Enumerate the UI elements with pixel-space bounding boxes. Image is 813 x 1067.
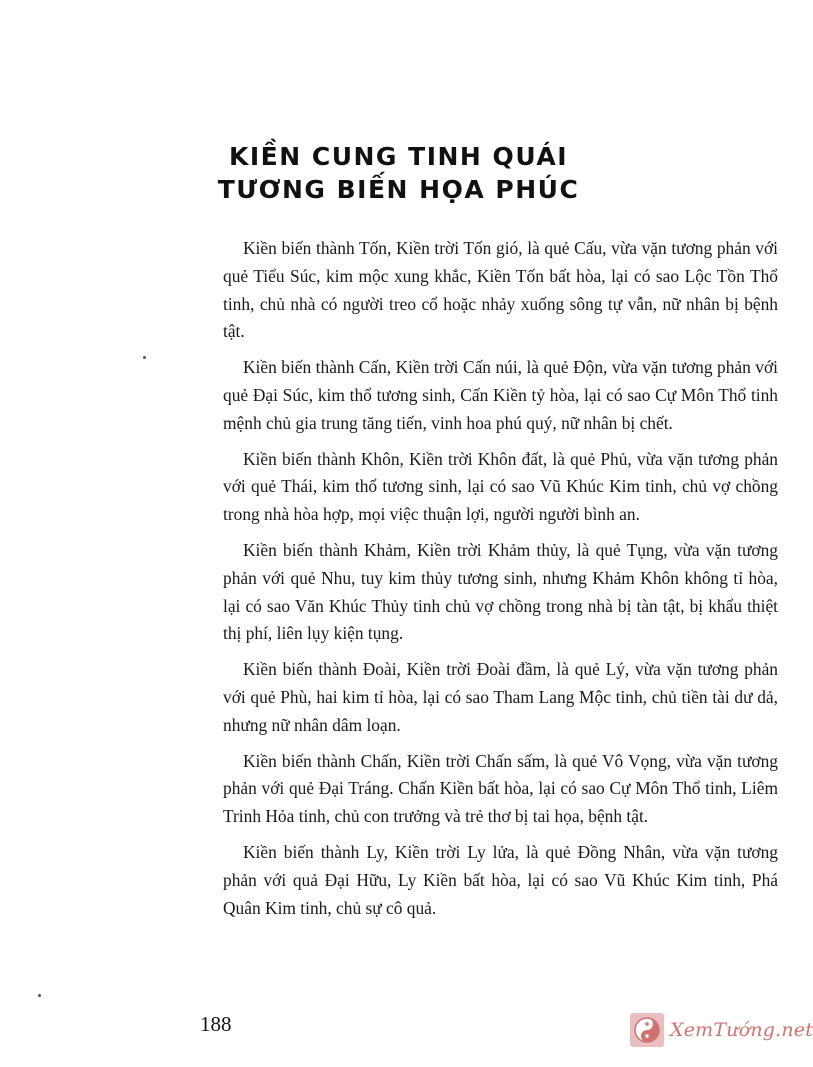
- scan-speck: [38, 994, 41, 997]
- paragraph: Kiền biến thành Khảm, Kiền trời Khảm thủy, là quẻ Tụng, vừa vặn tương phản với quẻ Nhu, tuy kim thủy tương sinh, nhưng Khảm Khôn không tỉ hòa, lại có sao Văn Khúc Thủy tinh chủ vợ chồng trong nhà bị tàn tật, bị khẩu thiệt thị phí, liên lụy kiện tụng.: [223, 539, 778, 644]
- watermark-text: XemTướng.net: [670, 1019, 813, 1041]
- paragraph: Kiền biến thành Tốn, Kiền trời Tốn gió, là quẻ Cấu, vừa vặn tương phản với quẻ Tiểu Súc, kim mộc xung khắc, Kiền Tốn bất hòa, lại có sao Lộc Tồn Thổ tinh, chủ nhà có người treo cổ hoặc nhảy xuống sông tự vẫn, nữ nhân bị bệnh tật.: [223, 238, 778, 342]
- paragraph: Kiền biến thành Cấn, Kiền trời Cấn núi, là quẻ Độn, vừa vặn tương phản với quẻ Đại Súc, kim thổ tương sinh, Cấn Kiền tỷ hòa, lại có sao Cự Môn Thổ tinh mệnh chủ gia trung tăng tiến, vinh hoa phú quý, nữ nhân bị chết.: [223, 357, 778, 433]
- paragraph: Kiền biến thành Khôn, Kiền trời Khôn đất, là quẻ Phủ, vừa vặn tương phản với quẻ Thái, kim thổ tương sinh, lại có sao Vũ Khúc Kim tinh, chủ vợ chồng trong nhà hòa hợp, mọi việc thuận lợi, người người bình an.: [223, 448, 778, 525]
- paragraph: Kiền biến thành Chấn, Kiền trời Chấn sấm, là quẻ Vô Vọng, vừa vặn tương phản với quẻ Đại Tráng. Chấn Kiền bất hòa, lại có sao Cự Môn Thổ tinh, Liêm Trinh Hỏa tinh, chủ con trưởng và trẻ thơ bị tai họa, bệnh tật.: [223, 750, 778, 827]
- chapter-title-line-2: TƯƠNG BIẾN HỌA PHÚC: [217, 175, 580, 204]
- watermark: [630, 1012, 813, 1048]
- yin-yang-icon: [630, 1013, 664, 1047]
- page-number: 188: [200, 1012, 232, 1036]
- paragraph: Kiền biến thành Ly, Kiền trời Ly lửa, là quẻ Đồng Nhân, vừa vặn tương phản với quả Đại Hữu, Ly Kiền bất hòa, lại có sao Vũ Khúc Kim tinh, Phá Quân Kim tinh, chủ sự cô quả.: [223, 841, 778, 918]
- body-text: [223, 235, 778, 930]
- chapter-title-line-1: KIỀN CUNG TINH QUÁI: [228, 142, 568, 171]
- paragraph: Kiền biến thành Đoài, Kiền trời Đoài đầm, là quẻ Lý, vừa vặn tương phản với quẻ Phù, hai kim tỉ hòa, lại có sao Tham Lang Mộc tinh, chủ tiền tài dư dả, nhưng nữ nhân dâm loạn.: [223, 659, 778, 735]
- scan-speck: [143, 356, 146, 359]
